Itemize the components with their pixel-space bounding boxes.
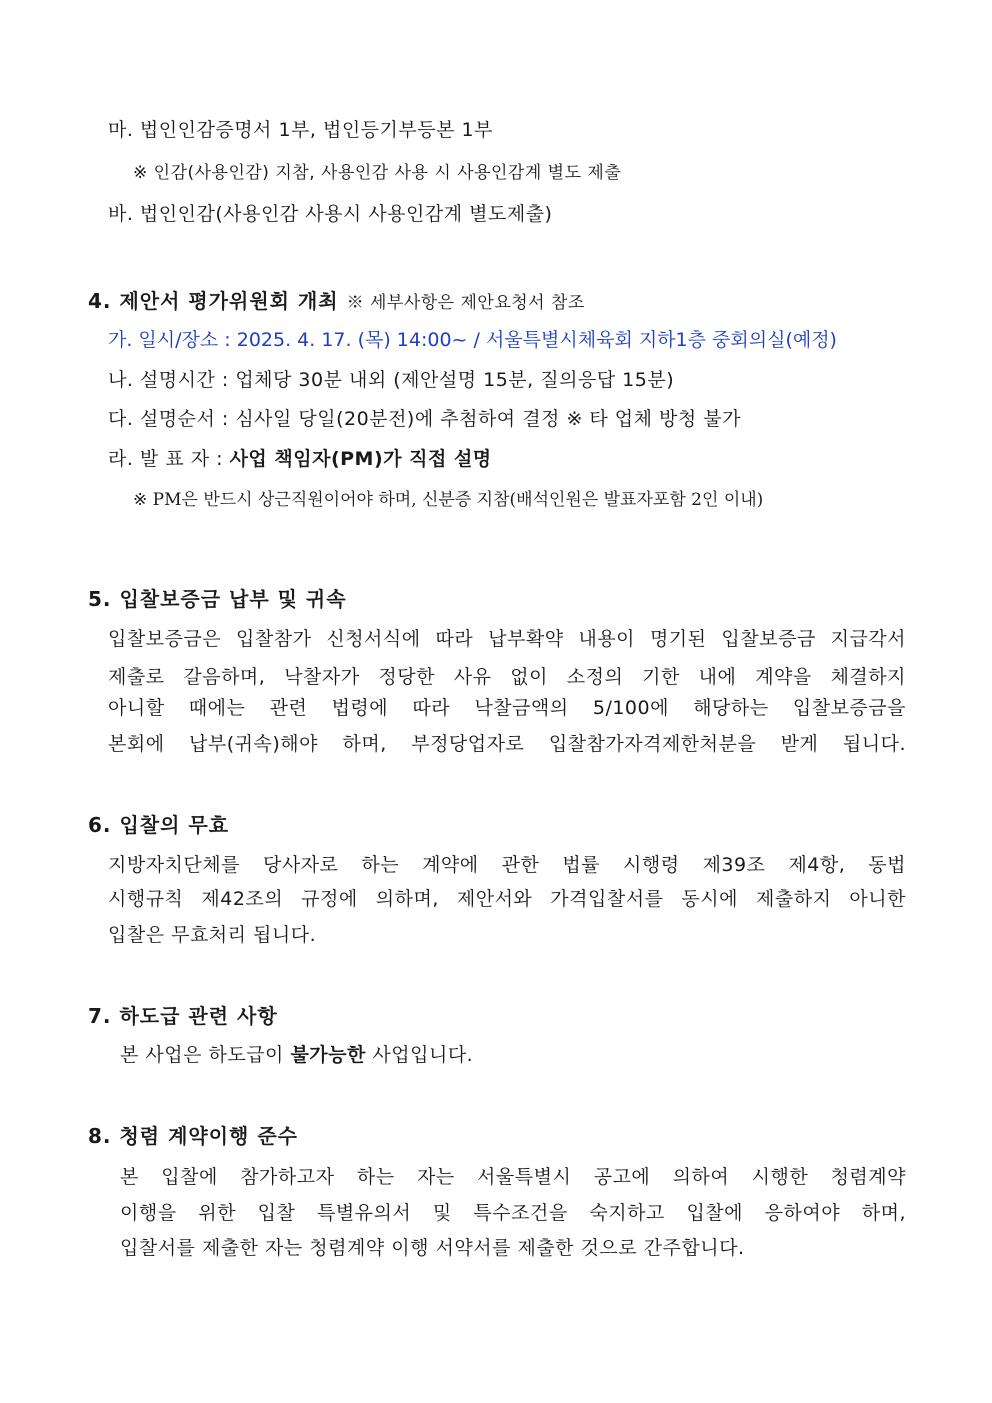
section7-text-bold: 불가능한 bbox=[290, 1044, 366, 1066]
item-ga-schedule: 가. 일시/장소 : 2025. 4. 17. (목) 14:00~ / 서울특별시체육회 지하1층 중회의실(예정) bbox=[108, 329, 837, 351]
section5-line-3: 아니할 때에는 관련 법령에 따라 낙찰금액의 5/100에 해당하는 입찰보증금을 bbox=[108, 697, 906, 719]
section5-line-1: 입찰보증금은 입찰참가 신청서식에 따라 납부확약 내용이 명기된 입찰보증금 지급각서 bbox=[108, 628, 906, 650]
section7-text bbox=[120, 1042, 473, 1068]
item-ba: 바. 법인인감(사용인감 사용시 사용인감계 별도제출) bbox=[108, 203, 553, 225]
note-ra: ※ PM은 반드시 상근직원이어야 하며, 신분증 지참(배석인원은 발표자포함 2인 이내) bbox=[133, 490, 764, 510]
section7-text-prefix: 본 사업은 하도급이 bbox=[120, 1044, 291, 1066]
section6-line-1: 지방자치단체를 당사자로 하는 계약에 관한 법률 시행령 제39조 제4항, 동법 bbox=[108, 854, 906, 876]
note-ma: ※ 인감(사용인감) 지참, 사용인감 사용 시 사용인감계 별도 제출 bbox=[133, 163, 622, 183]
item-ra-prefix: 라. 발 표 자 : bbox=[108, 448, 230, 470]
item-ra-bold: 사업 책임자(PM)가 직접 설명 bbox=[229, 448, 492, 470]
item-na-duration: 나. 설명시간 : 업체당 30분 내외 (제안설명 15분, 질의응답 15분) bbox=[108, 369, 675, 391]
section4-title: 4. 제안서 평가위원회 개최 bbox=[88, 289, 339, 313]
section5-line-2: 제출로 갈음하며, 낙찰자가 정당한 사유 없이 소정의 기한 내에 계약을 체결하지 bbox=[108, 666, 906, 688]
item-da-order: 다. 설명순서 : 심사일 당일(20분전)에 추첨하여 결정 ※ 타 업체 방청 불가 bbox=[108, 408, 742, 430]
section4-heading bbox=[88, 288, 585, 316]
item-ma: 마. 법인인감증명서 1부, 법인등기부등본 1부 bbox=[108, 119, 493, 141]
section5-title: 5. 입찰보증금 납부 및 귀속 bbox=[88, 587, 347, 611]
item-ra-presenter bbox=[108, 446, 492, 472]
section6-title: 6. 입찰의 무효 bbox=[88, 813, 230, 837]
section8-line-2: 이행을 위한 입찰 특별유의서 및 특수조건을 숙지하고 입찰에 응하여야 하며, bbox=[120, 1202, 906, 1224]
section4-title-note: ※ 세부사항은 제안요청서 참조 bbox=[346, 293, 585, 313]
section8-line-3: 입찰서를 제출한 자는 청렴계약 이행 서약서를 제출한 것으로 간주합니다. bbox=[120, 1237, 745, 1259]
section6-line-2: 시행규칙 제42조의 규정에 의하며, 제안서와 가격입찰서를 동시에 제출하지 아니한 bbox=[108, 888, 906, 910]
section8-title: 8. 청렴 계약이행 준수 bbox=[88, 1124, 298, 1148]
section5-line-4: 본회에 납부(귀속)해야 하며, 부정당업자로 입찰참가자격제한처분을 받게 됩니다. bbox=[108, 733, 906, 755]
section6-line-3: 입찰은 무효처리 됩니다. bbox=[108, 924, 317, 946]
section7-text-suffix: 사업입니다. bbox=[365, 1044, 474, 1066]
section7-title: 7. 하도급 관련 사항 bbox=[88, 1004, 278, 1028]
section8-line-1: 본 입찰에 참가하고자 하는 자는 서울특별시 공고에 의하여 시행한 청렴계약 bbox=[120, 1166, 906, 1188]
